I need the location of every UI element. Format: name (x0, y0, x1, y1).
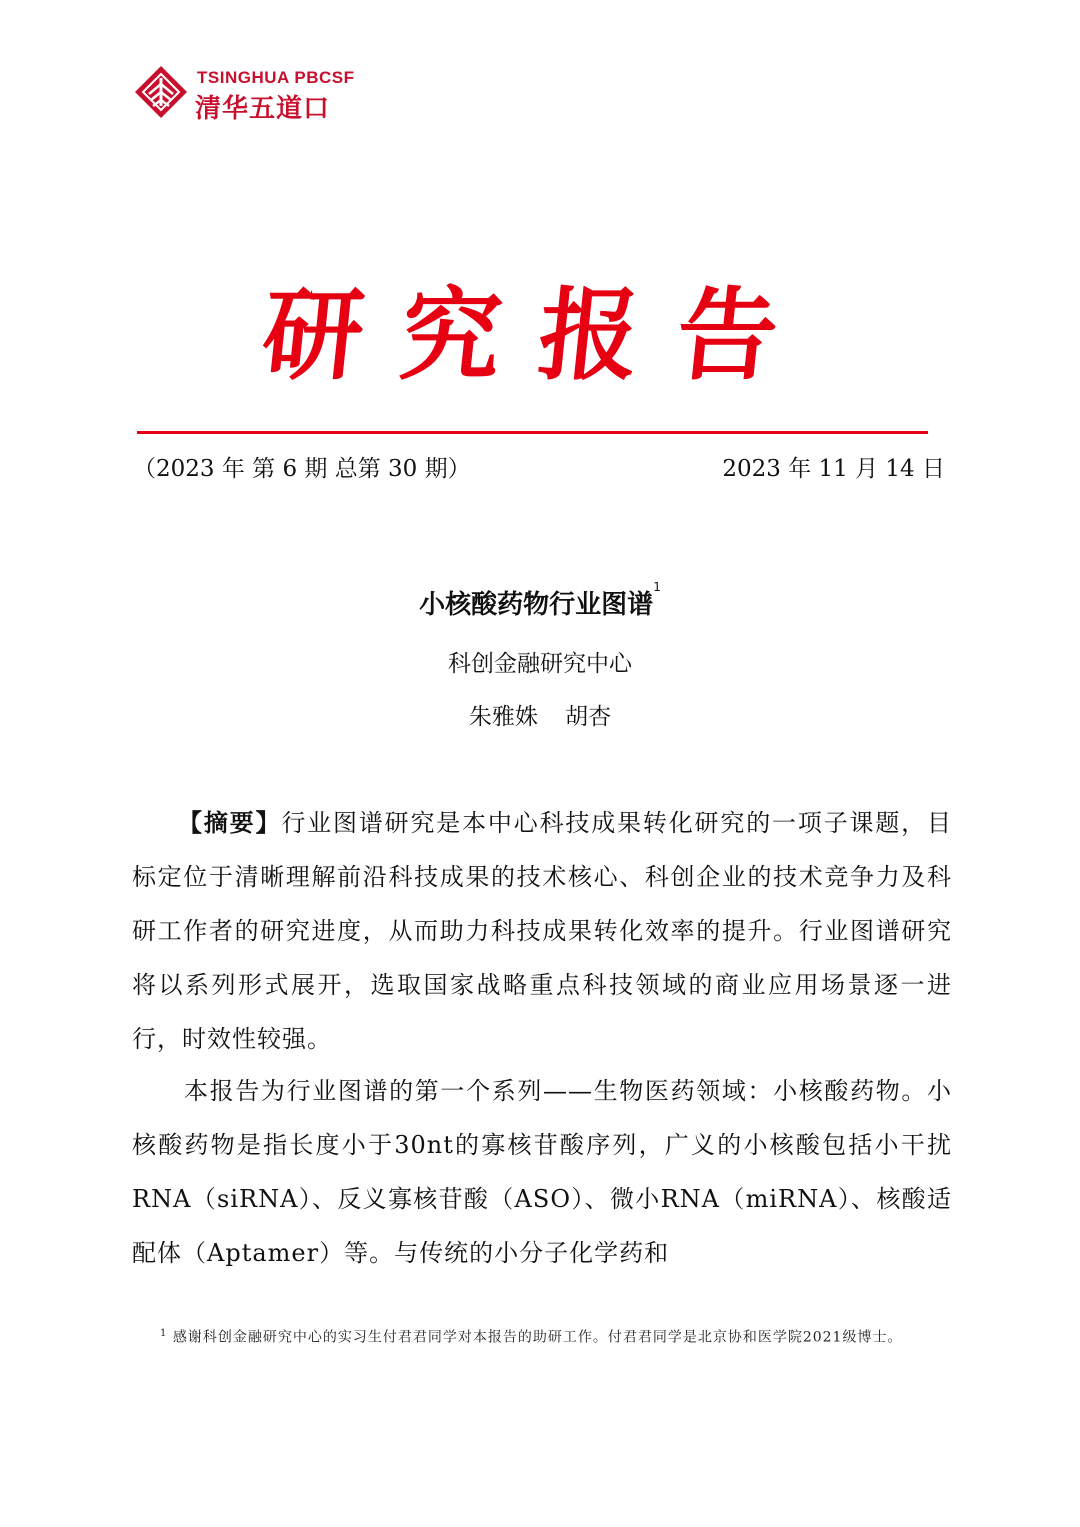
masthead-divider (137, 431, 928, 434)
pbcsf-emblem-icon (135, 66, 187, 118)
footnote (132, 1322, 942, 1350)
abstract-label: 【摘要】 (178, 809, 282, 837)
masthead-title: 研究报告 (256, 276, 822, 394)
footnote-mark: 1 (160, 1328, 168, 1339)
footnote-reference: 1 (653, 580, 661, 594)
author-names: 朱雅姝 胡杏 (468, 704, 612, 730)
report-title-text: 小核酸药物行业图谱 (419, 590, 654, 620)
institution-logo (135, 66, 375, 122)
body-paragraph: 本报告为行业图谱的第一个系列——生物医药领域：小核酸药物。小核酸药物是指长度小于30nt的寡核苷酸序列，广义的小核酸包括小干扰RNA（siRNA）、反义寡核苷酸（ASO）、微小RNA（miRNA）、核酸适配体（Aptamer）等。与传统的小分子化学药和 (132, 1077, 952, 1267)
report-title (0, 580, 1080, 621)
abstract-paragraph (132, 796, 952, 1066)
abstract-text: 行业图谱研究是本中心科技成果转化研究的一项子课题，目标定位于清晰理解前沿科技成果的技术核心、科创企业的技术竞争力及科研工作者的研究进度，从而助力科技成果转化效率的提升。行业图谱研究将以系列形式展开，选取国家战略重点科技领域的商业应用场景逐一进行，时效性较强。 (132, 809, 953, 1053)
logo-chinese-name: 清华五道口 (195, 94, 331, 124)
organization-name: 科创金融研究中心 (448, 651, 632, 677)
logo-english-name: TSINGHUA PBCSF (197, 68, 355, 87)
issue-number: （2023 年 第 6 期 总第 30 期） (133, 456, 471, 482)
footnote-text: 感谢科创金融研究中心的实习生付君君同学对本报告的助研工作。付君君同学是北京协和医学院2021级博士。 (172, 1329, 903, 1346)
publication-date: 2023 年 11 月 14 日 (722, 456, 945, 482)
